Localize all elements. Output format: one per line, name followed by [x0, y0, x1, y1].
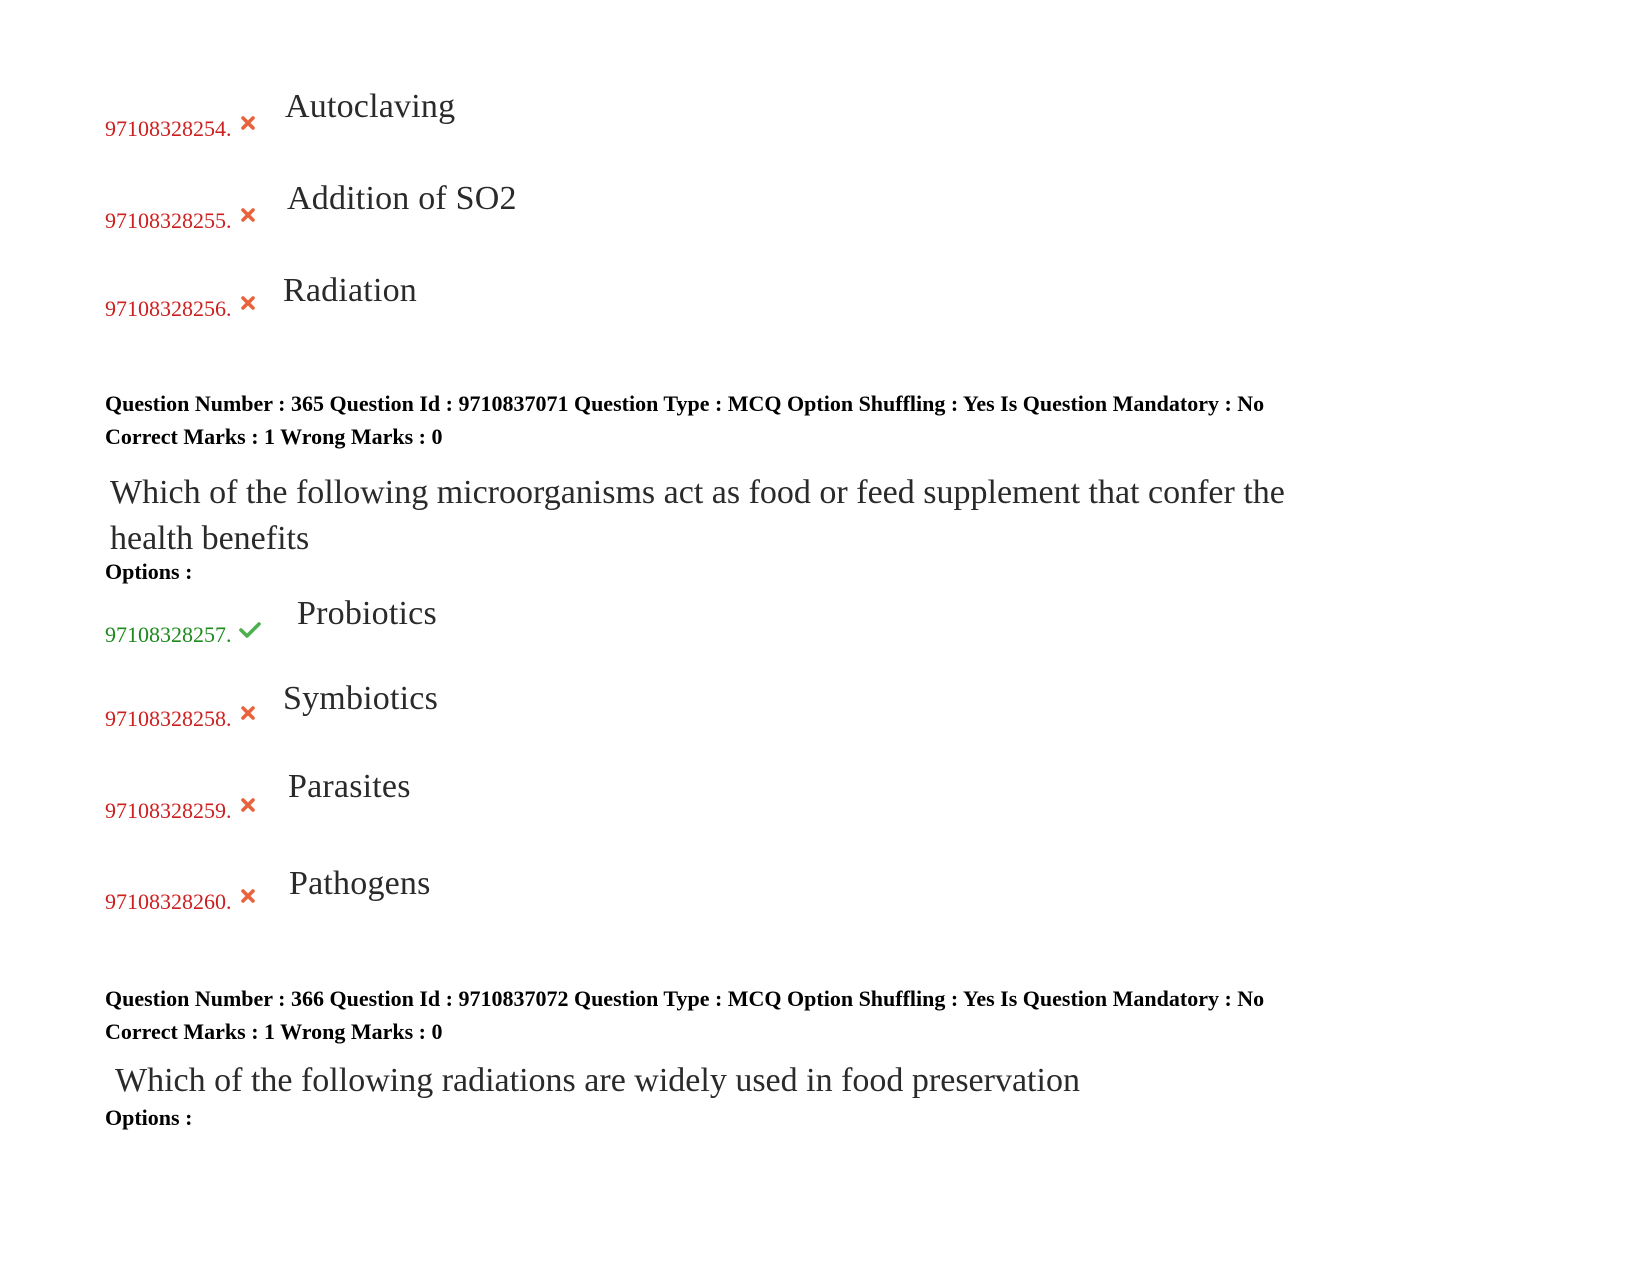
option-text: Radiation: [283, 272, 417, 309]
question-meta-line1: Question Number : 366 Question Id : 9710837072 Question Type : MCQ Option Shuffling : Yes Is Question Mandatory : No: [105, 986, 1265, 1011]
question-text-line1: Which of the following microorganisms act as food or feed supplement that confer the: [110, 474, 1285, 511]
question-meta-line2: Correct Marks : 1 Wrong Marks : 0: [105, 424, 443, 449]
options-label: Options :: [105, 1105, 193, 1130]
options-label: Options :: [105, 559, 193, 584]
option-id: 97108328258.: [105, 706, 232, 731]
option-text: Autoclaving: [285, 88, 456, 125]
question-text: [115, 1058, 1365, 1104]
option-id: 97108328256.: [105, 296, 232, 321]
question-text-line2: health benefits: [110, 520, 310, 557]
option-id: 97108328259.: [105, 798, 232, 823]
option-text: Probiotics: [297, 595, 437, 632]
cross-icon: [240, 207, 256, 223]
question-text-line1: Which of the following radiations are widely used in food preservation: [115, 1062, 1080, 1099]
check-icon: [239, 621, 261, 639]
question-meta: [105, 387, 1264, 453]
question-meta-line2: Correct Marks : 1 Wrong Marks : 0: [105, 1019, 443, 1044]
cross-icon: [240, 295, 256, 311]
question-meta-line1: Question Number : 365 Question Id : 9710837071 Question Type : MCQ Option Shuffling : Yes Is Question Mandatory : No: [105, 391, 1265, 416]
option-text: Pathogens: [289, 865, 431, 902]
question-text: [110, 470, 1360, 562]
cross-icon: [240, 888, 256, 904]
option-id: 97108328257.: [105, 622, 232, 647]
option-text: Symbiotics: [283, 680, 439, 717]
cross-icon: [240, 115, 256, 131]
option-id: 97108328260.: [105, 889, 232, 914]
option-id: 97108328255.: [105, 208, 232, 233]
cross-icon: [240, 797, 256, 813]
question-meta: [105, 982, 1264, 1048]
option-text: Parasites: [288, 768, 411, 805]
option-text: Addition of SO2: [287, 180, 517, 217]
option-id: 97108328254.: [105, 116, 232, 141]
cross-icon: [240, 705, 256, 721]
